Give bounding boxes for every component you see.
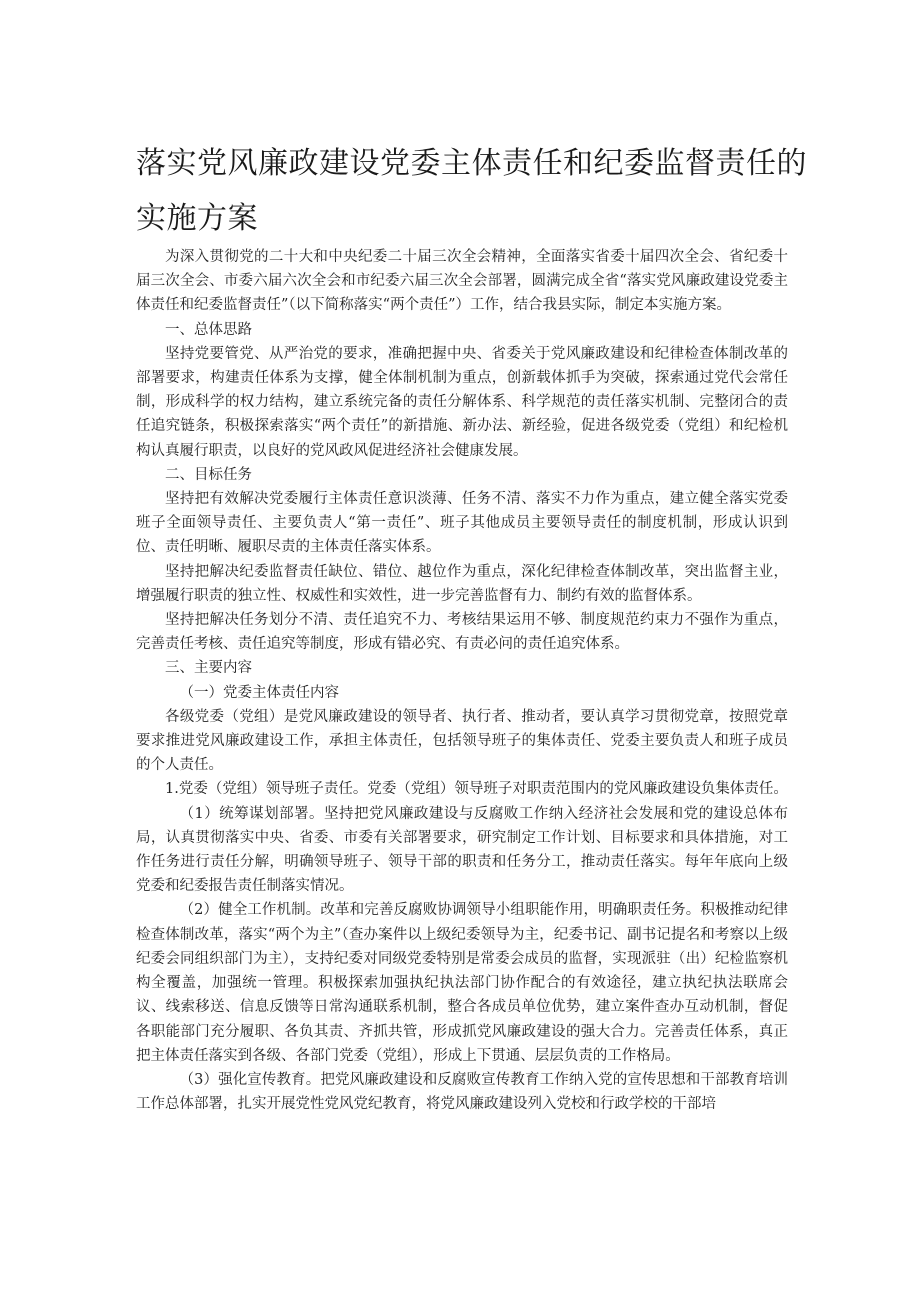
section-heading: 二、目标任务 — [165, 466, 252, 483]
body-paragraph: 为深入贯彻党的二十大和中央纪委二十届三次全会精神，全面落实省委十届四次全会、省纪委十届三次全会、市委六届六次全会和市纪委六届三次全会部署，圆满完成全省“落实党风廉政建设党委主体责任和纪委监督责任”（以下简称落实“两个责任”）工作，结合我县实际，制定本实施方案。 — [136, 249, 788, 314]
section-heading: 一、总体思路 — [165, 321, 252, 338]
subsection-paragraph: （3）强化宣传教育。把党风廉政建设和反腐败宣传教育工作纳入党的宣传思想和干部教育培训工作总体部署，扎实开展党性党风党纪教育，将党风廉政建设列入党校和行政学校的干部培 — [136, 1071, 788, 1113]
section-heading: 三、主要内容 — [165, 660, 252, 677]
document-title-line-1: 落实党风廉政建设党委主体责任和纪委监督责任的 — [136, 146, 807, 181]
body-paragraph: 各级党委（党组）是党风廉政建设的领导者、执行者、推动者，要认真学习贯彻党章，按照党章要求推进党风廉政建设工作，承担主体责任，包括领导班子的集体责任、党委主要负责人和班子成员的个人责任。 — [136, 708, 788, 774]
body-paragraph: 坚持把解决纪委监督责任缺位、错位、越位作为重点，深化纪律检查体制改革，突出监督主业，增强履行职责的独立性、权威性和实效性，进一步完善监督有力、制约有效的监督体系。 — [136, 563, 788, 604]
body-paragraph: 坚持党要管党、从严治党的要求，准确把握中央、省委关于党风廉政建设和纪律检查体制改革的部署要求，构建责任体系为支撑，健全体制机制为重点，创新载体抓手为突破，探索通过党代会常任制，形成科学的权力结构，建立系统完备的责任分解体系、科学规范的责任落实机制、完整闭合的责任追究链条，积极探索落实“两个责任”的新措施、新办法、新经验，促进各级党委（党组）和纪检机构认真履行职责，以良好的党风政风促进经济社会健康发展。 — [136, 345, 788, 459]
body-paragraph: 坚持把解决任务划分不清、责任追究不力、考核结果运用不够、制度规范约束力不强作为重点，完善责任考核、责任追究等制度，形成有错必究、有责必问的责任追究体系。 — [136, 612, 788, 653]
subsection-paragraph: （一）党委主体责任内容 — [179, 684, 339, 701]
document-title-line-2: 实施方案 — [136, 201, 258, 236]
document-body — [136, 245, 788, 1116]
body-paragraph: 1.党委（党组）领导班子责任。党委（党组）领导班子对职责范围内的党风廉政建设负集体责任。 — [165, 781, 788, 798]
body-paragraph: 坚持把有效解决党委履行主体责任意识淡薄、任务不清、落实不力作为重点，建立健全落实党委班子全面领导责任、主要负责人“第一责任”、班子其他成员主要领导责任的制度机制，形成认识到位、责任明晰、履职尽责的主体责任落实体系。 — [136, 491, 788, 556]
subsection-paragraph: （2）健全工作机制。改革和完善反腐败协调领导小组职能作用，明确职责任务。积极推动纪律检查体制改革，落实“两个为主”（查办案件以上级纪委领导为主，纪委书记、副书记提名和考察以上级纪委会同组织部门为主），支持纪委对同级党委特别是常委会成员的监督，实现派驻（出）纪检监察机构全覆盖，加强统一管理。积极探索加强执纪执法部门协作配合的有效途径，建立执纪执法联席会议、线索移送、信息反馈等日常沟通联系机制，整合各成员单位优势，建立案件查办互动机制，督促各职能部门充分履职、各负其责、齐抓共管，形成抓党风廉政建设的强大合力。完善责任体系，真正把主体责任落实到各级、各部门党委（党组），形成上下贯通、层层负责的工作格局。 — [136, 902, 788, 1064]
subsection-paragraph: （1）统筹谋划部署。坚持把党风廉政建设与反腐败工作纳入经济社会发展和党的建设总体布局，认真贯彻落实中央、省委、市委有关部署要求，研究制定工作计划、目标要求和具体措施，对工作任务进行责任分解，明确领导班子、领导干部的职责和任务分工，推动责任落实。每年年底向上级党委和纪委报告责任制落实情况。 — [136, 805, 788, 895]
